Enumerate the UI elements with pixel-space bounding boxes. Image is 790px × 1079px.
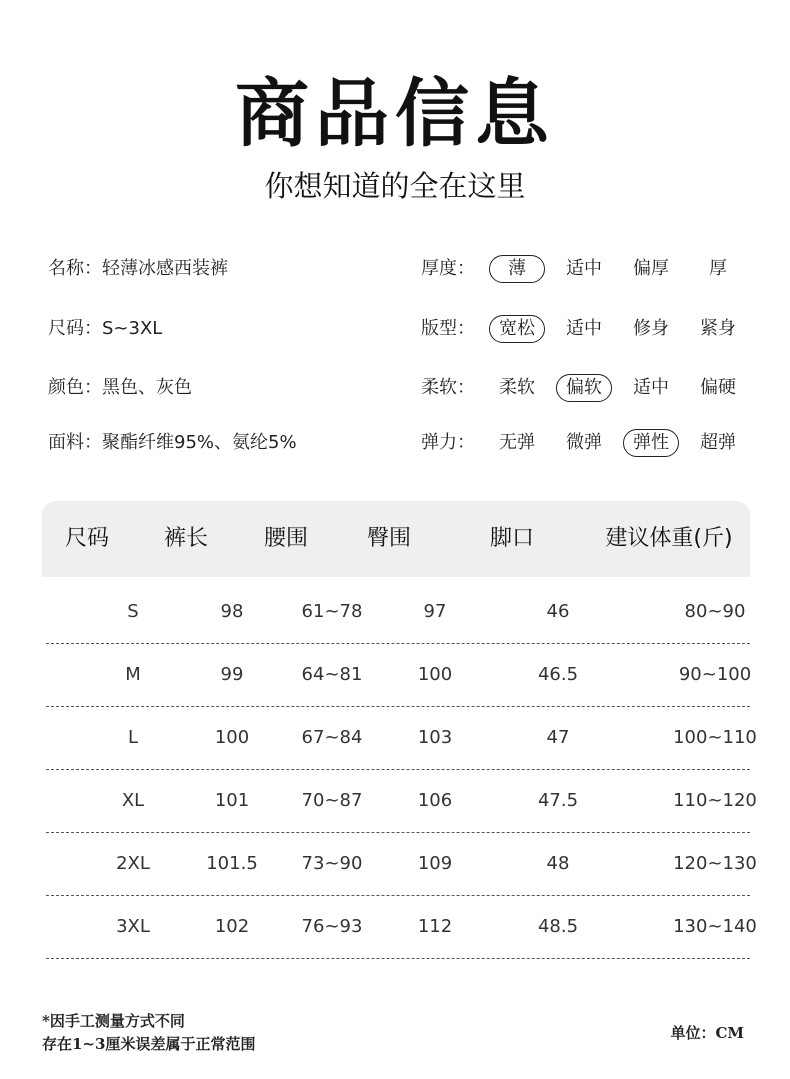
- table-cell: 109: [417, 853, 453, 874]
- table-cell: 48.5: [537, 916, 579, 937]
- attr-elasticity: [421, 428, 757, 457]
- attr-option: 宽松: [489, 315, 545, 343]
- table-cell: 73~90: [301, 853, 363, 874]
- attr-option: 适中: [566, 318, 602, 339]
- attr-option: 超弹: [700, 432, 736, 453]
- measurement-note: [42, 1010, 255, 1056]
- info-size-label: 尺码：: [48, 318, 102, 339]
- table-cell: 90~100: [678, 664, 752, 685]
- info-fabric: [48, 428, 297, 454]
- table-cell: 103: [417, 727, 453, 748]
- table-cell: 130~140: [673, 916, 757, 937]
- table-row: [46, 643, 750, 707]
- attr-label: 弹力：: [421, 432, 475, 453]
- table-cell: 2XL: [116, 853, 150, 874]
- attr-option: 厚: [709, 258, 727, 279]
- table-cell: M: [125, 664, 141, 685]
- table-row: [46, 706, 757, 770]
- note-line: *因手工测量方式不同: [42, 1012, 185, 1030]
- table-cell: 100: [417, 664, 453, 685]
- info-color-label: 颜色：: [48, 377, 102, 398]
- table-cell: 100: [214, 727, 250, 748]
- table-cell: 100~110: [673, 727, 757, 748]
- table-cell: 101: [214, 790, 250, 811]
- unit-label: 单位：CM: [670, 1024, 744, 1042]
- attr-option: 修身: [633, 318, 669, 339]
- table-row: [46, 895, 757, 959]
- info-fabric-label: 面料：: [48, 432, 102, 453]
- table-cell: 101.5: [206, 853, 258, 874]
- table-cell: 112: [417, 916, 453, 937]
- info-fabric-value: 聚酯纤维95%、氨纶5%: [102, 432, 297, 453]
- info-size: [48, 314, 162, 340]
- table-cell: 76~93: [301, 916, 363, 937]
- table-cell: 80~90: [684, 601, 746, 622]
- table-header-cell: 裤长: [163, 526, 208, 551]
- table-cell: 102: [214, 916, 250, 937]
- table-cell: 110~120: [673, 790, 757, 811]
- table-cell: 47: [546, 727, 570, 748]
- table-cell: 120~130: [673, 853, 757, 874]
- attr-option: 微弹: [566, 432, 602, 453]
- attr-label: 版型：: [421, 318, 475, 339]
- attr-thickness: [421, 254, 757, 283]
- table-cell: 99: [220, 664, 244, 685]
- table-header-cell: 脚口: [489, 526, 534, 551]
- table-cell: 46.5: [537, 664, 579, 685]
- attr-fit: [421, 314, 757, 343]
- attr-option: 薄: [489, 255, 545, 283]
- page-subtitle: 你想知道的全在这里: [264, 169, 526, 203]
- attr-option: 紧身: [700, 318, 736, 339]
- info-color-value: 黑色、灰色: [102, 377, 192, 398]
- table-cell: 67~84: [301, 727, 363, 748]
- page-title: 商品信息: [235, 71, 555, 157]
- attr-option: 无弹: [499, 432, 535, 453]
- table-cell: XL: [121, 790, 145, 811]
- table-header-cell: 臀围: [366, 526, 411, 551]
- info-name-label: 名称：: [48, 258, 102, 279]
- table-cell: 97: [423, 601, 447, 622]
- attr-softness: [421, 373, 757, 402]
- table-cell: 98: [220, 601, 244, 622]
- table-cell: 3XL: [116, 916, 150, 937]
- size-table-header: [42, 501, 750, 577]
- attr-option: 偏软: [556, 374, 612, 402]
- table-cell: 106: [417, 790, 453, 811]
- table-row: [46, 832, 757, 896]
- attr-label: 厚度：: [421, 258, 475, 279]
- attr-option: 适中: [633, 377, 669, 398]
- table-header-cell: 腰围: [263, 526, 308, 551]
- attr-option: 柔软: [499, 377, 535, 398]
- table-cell: 61~78: [301, 601, 363, 622]
- table-cell: 48: [546, 853, 570, 874]
- table-row: [46, 580, 750, 644]
- attr-option: 偏厚: [633, 258, 669, 279]
- table-cell: 70~87: [301, 790, 363, 811]
- note-line: 存在1~3厘米误差属于正常范围: [42, 1035, 256, 1053]
- attr-option: 适中: [566, 258, 602, 279]
- table-cell: S: [127, 601, 139, 622]
- info-name-value: 轻薄冰感西装裤: [102, 258, 228, 279]
- table-cell: L: [127, 727, 139, 748]
- table-header-cell: 建议体重(斤): [605, 526, 733, 551]
- table-header-cell: 尺码: [64, 526, 109, 551]
- table-cell: 47.5: [537, 790, 579, 811]
- attr-option: 偏硬: [700, 377, 736, 398]
- info-name: [48, 254, 228, 280]
- info-color: [48, 373, 192, 399]
- attr-label: 柔软：: [421, 377, 475, 398]
- info-size-value: S~3XL: [102, 318, 163, 339]
- table-cell: 64~81: [301, 664, 363, 685]
- attr-option: 弹性: [623, 429, 679, 457]
- table-cell: 46: [546, 601, 570, 622]
- table-row: [46, 769, 757, 833]
